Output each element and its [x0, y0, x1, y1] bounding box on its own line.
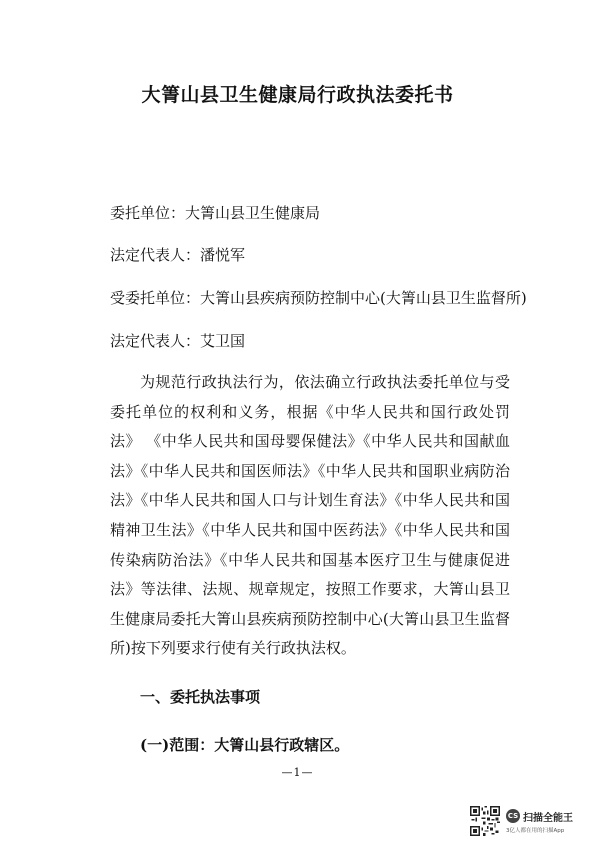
- section-heading: 一、委托执法事项: [140, 688, 261, 706]
- subsection-line: (一)范围：大箐山县行政辖区。: [140, 736, 350, 754]
- page-number: —1—: [281, 766, 314, 779]
- camscanner-logo-icon: CS: [506, 809, 520, 823]
- scanner-slogan: 3亿人都在用的扫描App: [506, 827, 565, 834]
- entrusted-legal-representative-line: 法定代表人：艾卫国: [110, 332, 246, 350]
- body-paragraph: 为规范行政执法行为，依法确立行政执法委托单位与受 委托单位的权利和义务，根据《中华人民共和国行政处罚法》 《中华人民共和国母婴保健法》《中华人民共和国献血法》《中华人民共和国医师法》《中华人民共和国职业病防治法》《中华人民共和国人口与计划生育法》《中华人民共和国精神卫生法》《中华人民共和国中医药法》《中华人民共和国传染病防治法》《中华人民共和国基本医疗卫生与健康促进法》等法律、法规、规章规定，按照工作要求，大箐山县卫生健康局委托大箐山县疾病预防控制中心(大箐山县卫生监督所)按下列要求行使有关行政执法权。: [110, 373, 510, 658]
- entrusted-unit-line: 受委托单位：大箐山县疾病预防控制中心(大箐山县卫生监督所): [110, 289, 527, 307]
- qr-code-icon: [470, 806, 500, 836]
- scanner-app-name: 扫描全能王: [523, 812, 573, 824]
- legal-representative-line: 法定代表人：潘悦军: [110, 246, 246, 264]
- entrusting-unit-line: 委托单位：大箐山县卫生健康局: [110, 204, 321, 222]
- scanner-watermark: [470, 805, 590, 837]
- document-title: 大箐山县卫生健康局行政执法委托书: [141, 84, 454, 106]
